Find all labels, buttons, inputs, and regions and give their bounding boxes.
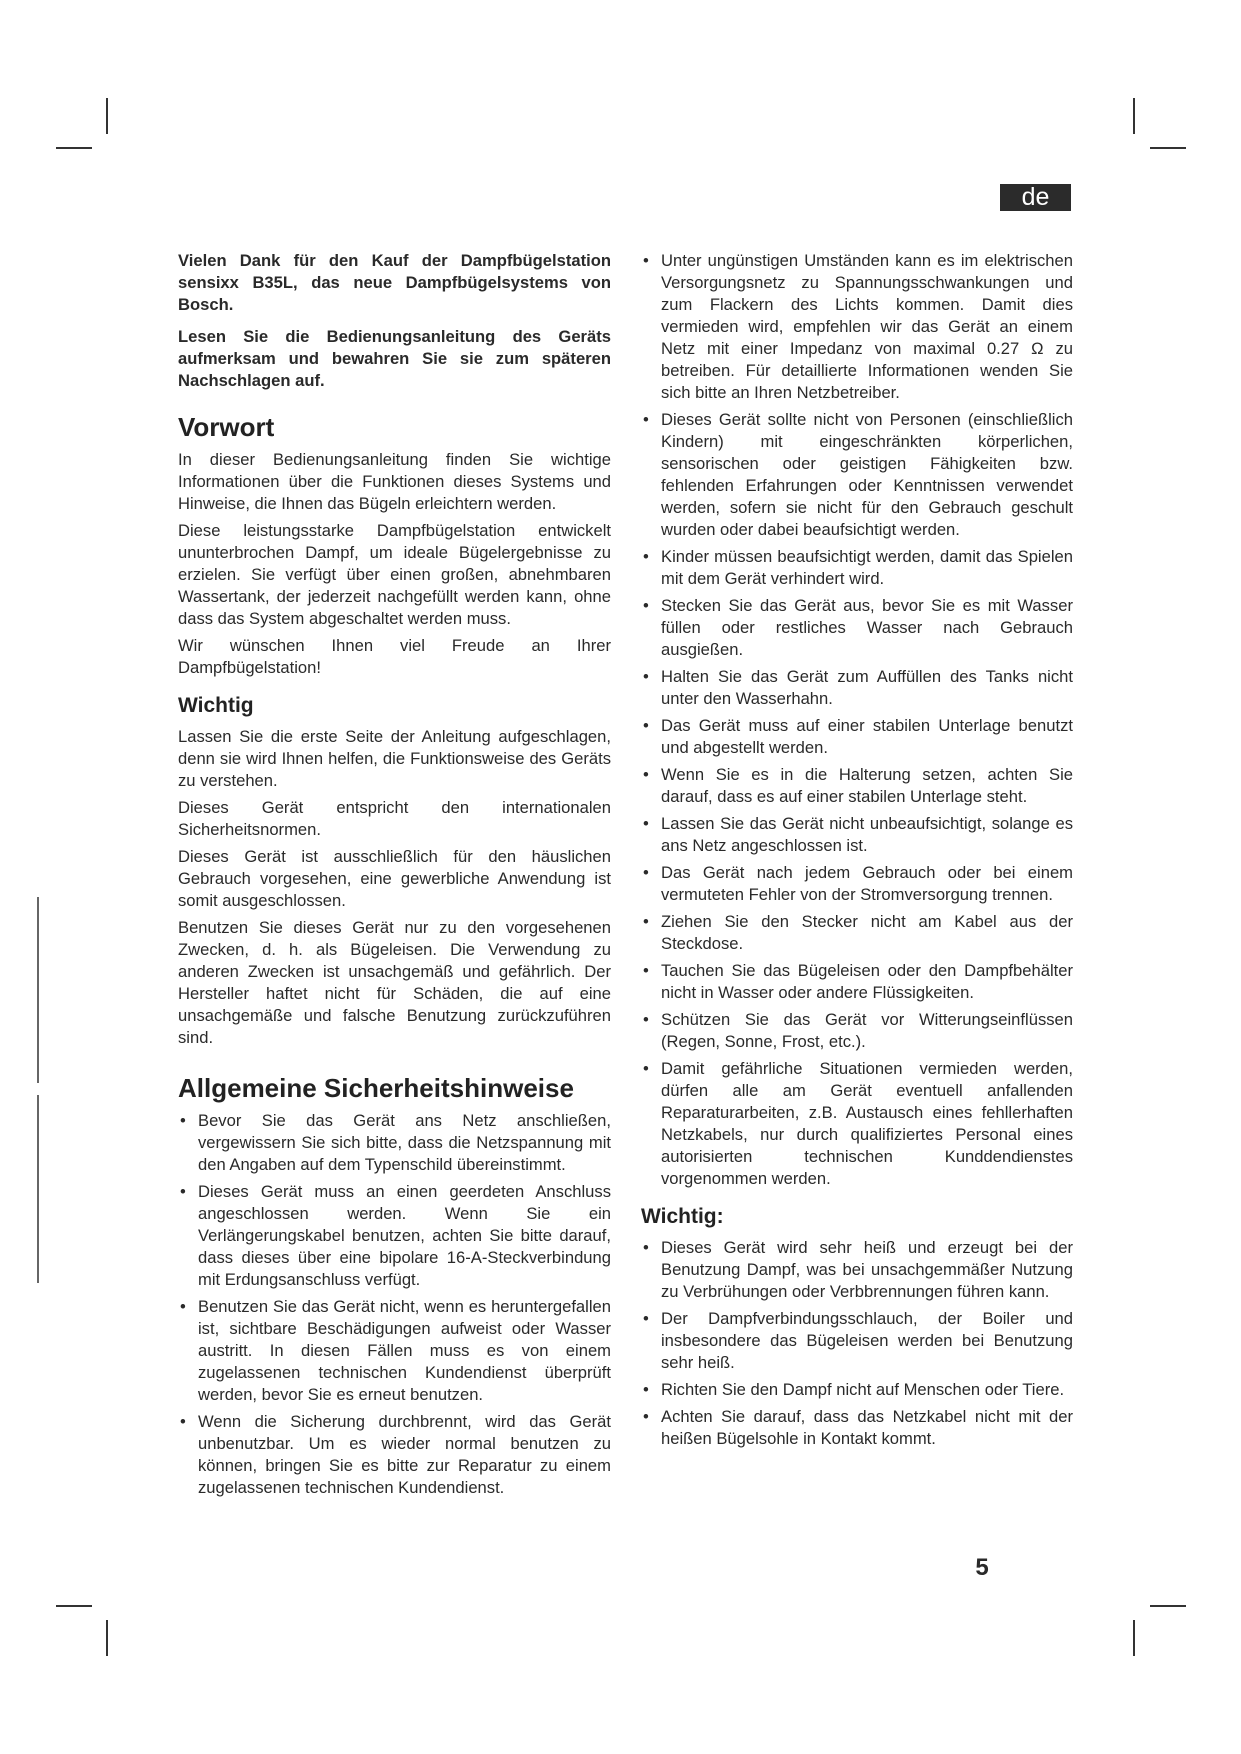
bullet-icon: • xyxy=(643,547,649,566)
vorwort-paragraph: In dieser Bedienungsanleitung finden Sie wichtige Informationen über die Funktionen dieses Systems und Hinweise, die Ihnen das Bügeln erleichtern werden. xyxy=(178,450,611,513)
list-item: • Wenn Sie es in die Halterung setzen, achten Sie darauf, dass es auf einer stabilen Unterlage steht. xyxy=(643,765,1073,806)
bullet-icon: • xyxy=(643,1380,649,1399)
left-column xyxy=(178,250,611,1504)
heading-wichtig: Wichtig xyxy=(178,694,254,717)
bullet-icon: • xyxy=(180,1182,186,1201)
list-item: • Das Gerät nach jedem Gebrauch oder bei einem vermuteten Fehler von der Stromversorgung trennen. xyxy=(643,863,1073,904)
vorwort-paragraph: Wir wünschen Ihnen viel Freude an Ihrer Dampfbügelstation! xyxy=(178,636,611,677)
bullet-icon: • xyxy=(643,765,649,784)
heading-wichtig-2: Wichtig: xyxy=(641,1205,724,1228)
list-item: • Ziehen Sie den Stecker nicht am Kabel aus der Steckdose. xyxy=(643,912,1073,953)
right-column xyxy=(641,250,1073,1455)
bullet-icon: • xyxy=(643,1309,649,1328)
wichtig-paragraph: Dieses Gerät entspricht den internationalen Sicherheitsnormen. xyxy=(178,798,611,839)
bullet-icon: • xyxy=(180,1412,186,1431)
list-item: • Wenn die Sicherung durchbrennt, wird das Gerät unbenutzbar. Um es wieder normal benutzen zu können, bringen Sie es bitte zur Reparatur zu einem zugelassenen technischen Kundendienst. xyxy=(180,1412,611,1497)
bullet-icon: • xyxy=(180,1297,186,1316)
vorwort-paragraph: Diese leistungsstarke Dampfbügelstation entwickelt ununterbrochen Dampf, um ideale Bügelergebnisse zu erzielen. Sie verfügt über einen großen, abnehmbaren Wassertank, der jederzeit nachgefüllt werden kann, ohne dass das System abgeschaltet werden muss. xyxy=(178,521,611,628)
list-item: • Achten Sie darauf, dass das Netzkabel nicht mit der heißen Bügelsohle in Kontakt kommt. xyxy=(643,1407,1073,1448)
list-item: • Stecken Sie das Gerät aus, bevor Sie es mit Wasser füllen oder restliches Wasser nach Gebrauch ausgießen. xyxy=(643,596,1073,659)
crop-mark xyxy=(56,1605,92,1607)
bullet-icon: • xyxy=(643,863,649,882)
bullet-icon: • xyxy=(643,251,649,270)
list-item: • Richten Sie den Dampf nicht auf Menschen oder Tiere. xyxy=(643,1380,1065,1399)
list-item: • Dieses Gerät sollte nicht von Personen (einschließlich Kindern) mit eingeschränkten körperlichen, sensorischen oder geistigen Fähigkeiten bzw. fehlenden Erfahrungen oder Kenntnissen verwendet werden, sofern sie nicht für den Gebrauch geschult wurden oder dabei beaufsichtigt werden. xyxy=(643,410,1073,539)
bullet-icon: • xyxy=(643,667,649,686)
wichtig-paragraph: Dieses Gerät ist ausschließlich für den häuslichen Gebrauch vorgesehen, eine gewerbliche Anwendung ist somit ausgeschlossen. xyxy=(178,847,611,910)
list-item: • Der Dampfverbindungsschlauch, der Boiler und insbesondere das Bügeleisen werden bei Benutzung sehr heiß. xyxy=(643,1309,1073,1372)
crop-mark xyxy=(1150,147,1186,149)
intro-read-manual: Lesen Sie die Bedienungsanleitung des Geräts aufmerksam und bewahren Sie sie zum späteren Nachschlagen auf. xyxy=(178,327,611,390)
page-number: 5 xyxy=(975,1554,989,1581)
bullet-icon: • xyxy=(643,912,649,931)
list-item: • Unter ungünstigen Umständen kann es im elektrischen Versorgungsnetz zu Spannungsschwankungen und zum Flackern des Lichts kommen. Damit dies vermieden wird, empfehlen wir das Gerät an einem Netz mit einer Impedanz von maximal 0.27 Ω zu betreiben. Für detaillierte Informationen wenden Sie sich bitte an Ihren Netzbetreiber. xyxy=(643,251,1073,402)
intro-thanks: Vielen Dank für den Kauf der Dampfbügelstation sensixx B35L, das neue Dampfbügelsystems von Bosch. xyxy=(178,251,611,314)
crop-mark xyxy=(106,98,108,134)
margin-line xyxy=(37,1095,39,1283)
list-item: • Damit gefährliche Situationen vermieden werden, dürfen alle am Gerät eventuell anfallenden Reparaturarbeiten, z.B. Austausch eines fehllerhaften Netzkabels, nur durch qualifiziertes Personal eines autorisierten technischen Kunddendienstes vorgenommen werden. xyxy=(643,1059,1073,1188)
list-item: • Lassen Sie das Gerät nicht unbeaufsichtigt, solange es ans Netz angeschlossen ist. xyxy=(643,814,1073,855)
list-item: • Tauchen Sie das Bügeleisen oder den Dampfbehälter nicht in Wasser oder andere Flüssigkeiten. xyxy=(643,961,1073,1002)
list-item: • Halten Sie das Gerät zum Auffüllen des Tanks nicht unter den Wasserhahn. xyxy=(643,667,1073,708)
list-item: • Dieses Gerät wird sehr heiß und erzeugt bei der Benutzung Dampf, was bei unsachgemmäßer Nutzung zu Verbrühungen oder Verbbrennungen führen kann. xyxy=(643,1238,1073,1301)
heading-vorwort: Vorwort xyxy=(178,412,275,442)
list-item: • Bevor Sie das Gerät ans Netz anschließen, vergewissern Sie sich bitte, dass die Netzspannung mit den Angaben auf dem Typenschild übereinstimmt. xyxy=(180,1111,611,1174)
bullet-icon: • xyxy=(643,1407,649,1426)
safety-list-right xyxy=(641,250,1073,1190)
list-item: • Benutzen Sie das Gerät nicht, wenn es heruntergefallen ist, sichtbare Beschädigungen aufweist oder Wasser austritt. In diesen Fällen muss es von einem zugelassenen technischen Kundendienst überprüft werden, bevor Sie es erneut benutzen. xyxy=(180,1297,611,1404)
crop-mark xyxy=(1150,1605,1186,1607)
list-item: • Schützen Sie das Gerät vor Witterungseinflüssen (Regen, Sonne, Frost, etc.). xyxy=(643,1010,1073,1051)
bullet-icon: • xyxy=(643,961,649,980)
crop-mark xyxy=(106,1620,108,1656)
heading-sicherheitshinweise: Allgemeine Sicherheitshinweise xyxy=(178,1073,574,1103)
bullet-icon: • xyxy=(643,410,649,429)
list-item: • Das Gerät muss auf einer stabilen Unterlage benutzt und abgestellt werden. xyxy=(643,716,1073,757)
crop-mark xyxy=(1133,1620,1135,1656)
bullet-icon: • xyxy=(643,1010,649,1029)
list-item: • Dieses Gerät muss an einen geerdeten Anschluss angeschlossen werden. Wenn Sie ein Verlängerungskabel benutzen, achten Sie bitte darauf, dass dieses über eine bipolare 16-A-Steckverbindung mit Erdungsanschluss verfügt. xyxy=(180,1182,611,1289)
bullet-icon: • xyxy=(180,1111,186,1130)
wichtig-paragraph: Lassen Sie die erste Seite der Anleitung aufgeschlagen, denn sie wird Ihnen helfen, die Funktionsweise des Geräts zu verstehen. xyxy=(178,727,611,790)
safety-list-left xyxy=(178,1110,611,1499)
wichtig-list xyxy=(641,1237,1073,1450)
bullet-icon: • xyxy=(643,596,649,615)
bullet-icon: • xyxy=(643,716,649,735)
list-item: • Kinder müssen beaufsichtigt werden, damit das Spielen mit dem Gerät verhindert wird. xyxy=(643,547,1073,588)
bullet-icon: • xyxy=(643,1238,649,1257)
bullet-icon: • xyxy=(643,814,649,833)
bullet-icon: • xyxy=(643,1059,649,1078)
crop-mark xyxy=(56,147,92,149)
language-badge: de xyxy=(1000,184,1071,211)
wichtig-paragraph: Benutzen Sie dieses Gerät nur zu den vorgesehenen Zwecken, d. h. als Bügeleisen. Die Verwendung zu anderen Zwecken ist unsachgemäß und gefährlich. Der Hersteller haftet nicht für Schäden, die auf eine unsachgemäße und falsche Benutzung zurückzuführen sind. xyxy=(178,918,611,1047)
margin-line xyxy=(37,897,39,1083)
crop-mark xyxy=(1133,98,1135,134)
